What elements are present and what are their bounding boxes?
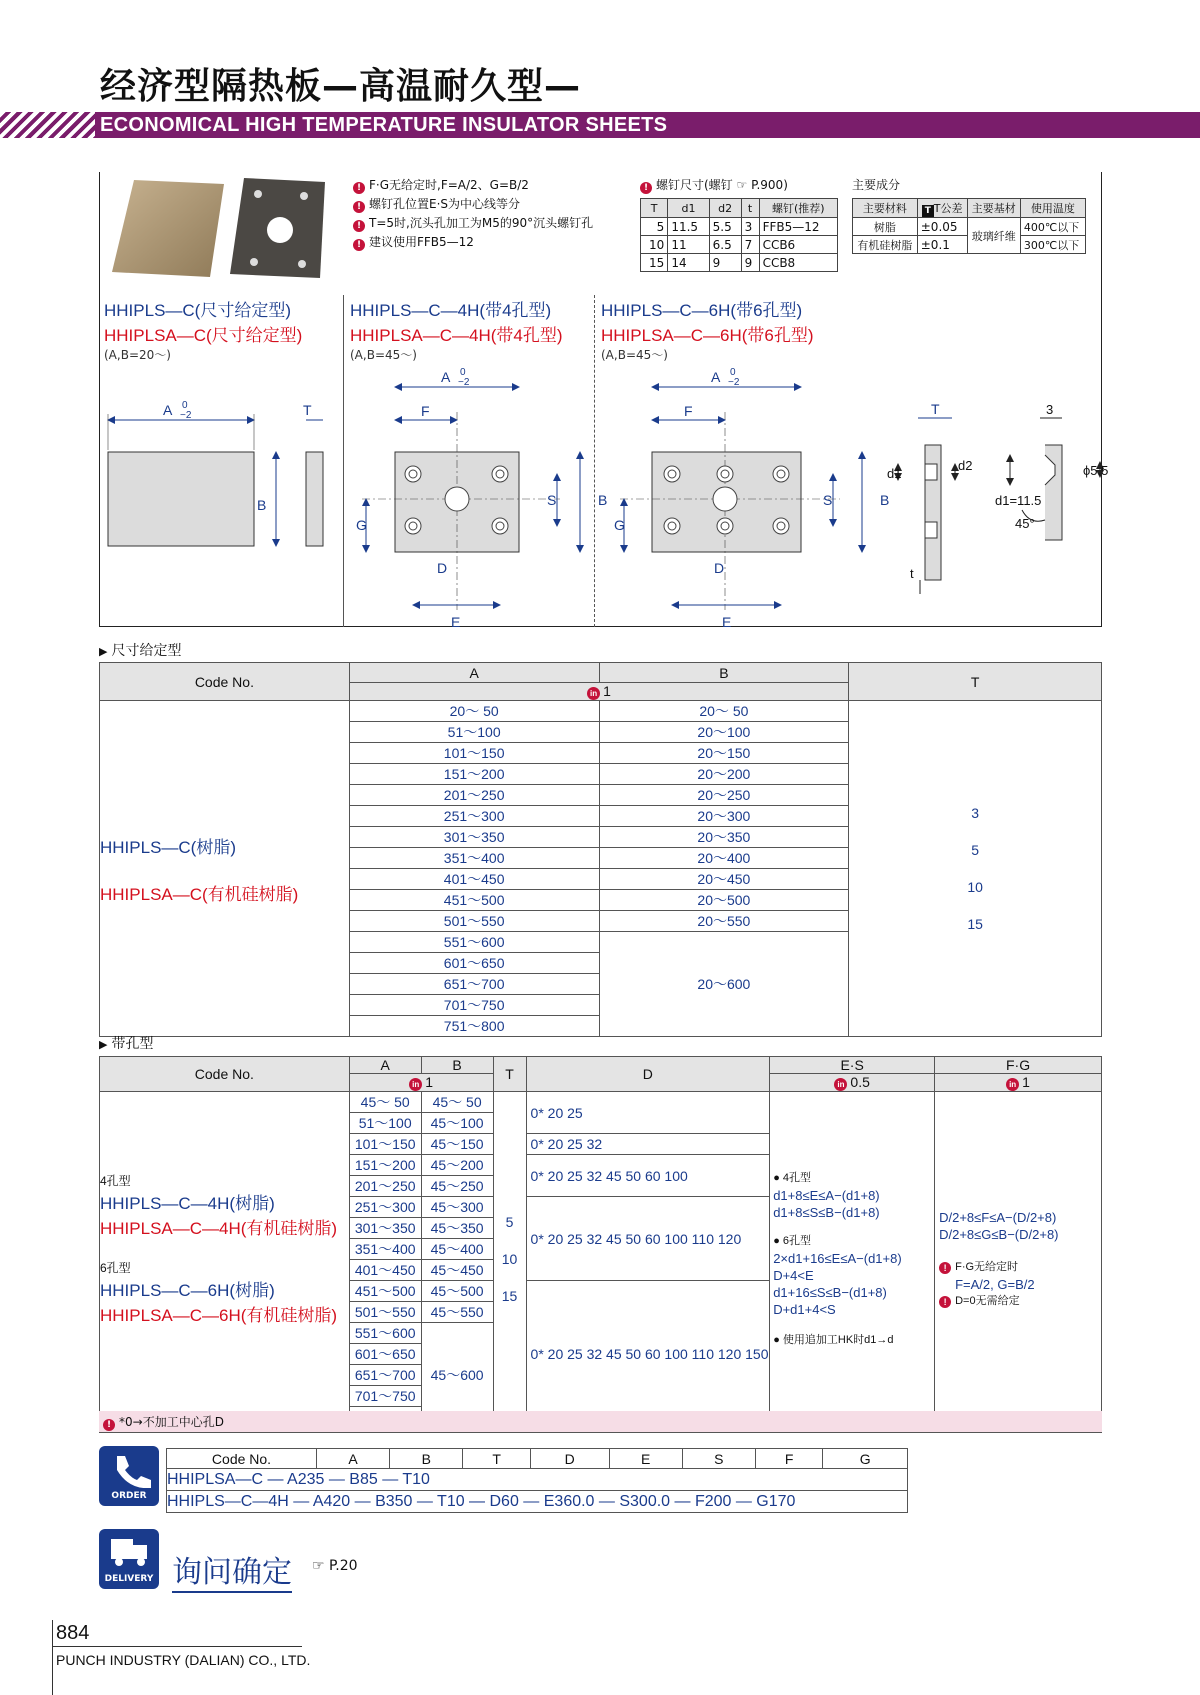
- t-cell: 5 10 15: [493, 1092, 526, 1428]
- td: 5.5: [709, 218, 741, 236]
- th: 主要基材: [967, 199, 1020, 218]
- th-a: A: [349, 1057, 421, 1074]
- note-bullet-icon: !: [640, 182, 652, 194]
- b-range: 20～ 50: [599, 701, 849, 722]
- page-subtitle-en: ECONOMICAL HIGH TEMPERATURE INSULATOR SHEETS: [100, 114, 668, 136]
- note-item: ! 建议使用FFB5—12: [353, 233, 643, 252]
- order-h: Code No.: [167, 1449, 317, 1469]
- svg-text:t: t: [910, 566, 914, 581]
- code-4-resin: HHIPLS—C—4H(树脂): [100, 1194, 275, 1213]
- svg-text:T: T: [931, 401, 940, 417]
- a-range: 251～300: [349, 1197, 421, 1218]
- svg-text:B: B: [257, 497, 267, 513]
- order-icon: [99, 1446, 159, 1506]
- b-range: 45～150: [421, 1134, 493, 1155]
- svg-text:T: T: [303, 402, 312, 418]
- td: CCB6: [759, 236, 837, 254]
- b-range: 20～400: [599, 848, 849, 869]
- order-h: D: [530, 1449, 609, 1469]
- a-range: 351～400: [349, 1239, 421, 1260]
- svg-text:D: D: [714, 560, 725, 576]
- code-cell: [100, 701, 350, 1037]
- svg-text:0: 0: [730, 367, 736, 378]
- a-range: 20～ 50: [349, 701, 599, 722]
- td: 400℃以下: [1020, 218, 1085, 236]
- b-range: 20～300: [599, 806, 849, 827]
- td: ±0.05: [917, 218, 967, 236]
- footer-line: [52, 1620, 53, 1695]
- b-range: 20～350: [599, 827, 849, 848]
- tolerance-unit-icon: in: [409, 1078, 422, 1091]
- td: 15: [641, 254, 668, 272]
- tolerance-unit-icon: in: [587, 687, 600, 700]
- dim-label-a: A: [163, 402, 173, 418]
- svg-text:0: 0: [182, 400, 188, 411]
- svg-text:A: A: [711, 369, 721, 385]
- a-range: 651～700: [349, 974, 599, 995]
- svg-text:ϕ5.5: ϕ5.5: [1083, 463, 1109, 478]
- note-bullet-icon: !: [939, 1296, 951, 1308]
- b-range: 45～300: [421, 1197, 493, 1218]
- svg-text:3: 3: [1046, 402, 1054, 417]
- svg-text:E: E: [451, 614, 461, 630]
- a-range: 751～800: [349, 1016, 599, 1037]
- delivery-page-ref: ☞ P.20: [312, 1558, 358, 1574]
- b-range: 20～500: [599, 890, 849, 911]
- b-range: 20～450: [599, 869, 849, 890]
- type-code-silicone: HHIPLSA—C(尺寸给定型): [104, 326, 303, 345]
- svg-text:G: G: [356, 517, 367, 533]
- a-range: 101～150: [349, 743, 599, 764]
- a-range: 601～650: [349, 953, 599, 974]
- type-range: (A,B=45～): [350, 348, 417, 362]
- tolerance-unit-icon: in: [1006, 1078, 1019, 1091]
- svg-text:F: F: [421, 403, 430, 419]
- td: 10: [641, 236, 668, 254]
- a-range: 701～750: [349, 1386, 421, 1407]
- th: d2: [709, 199, 741, 218]
- footnote-bar: ! *0→不加工中心孔D: [99, 1411, 1102, 1433]
- svg-text:G: G: [614, 517, 625, 533]
- b-range: 45～ 50: [421, 1092, 493, 1113]
- with-holes-table: [99, 1056, 1102, 1428]
- b-range: 45～450: [421, 1260, 493, 1281]
- section-title-size-specified: ▶ 尺寸给定型: [99, 640, 181, 660]
- code-resin: HHIPLS—C(树脂): [100, 837, 237, 857]
- delivery-text: 询问确定: [172, 1547, 292, 1593]
- b-range: 45～100: [421, 1113, 493, 1134]
- order-h: E: [609, 1449, 682, 1469]
- section-title-with-holes: ▶ 带孔型: [99, 1033, 153, 1053]
- order-h: A: [317, 1449, 390, 1469]
- b-range: 45～550: [421, 1302, 493, 1323]
- a-range: 451～500: [349, 1281, 421, 1302]
- th: T: [641, 199, 668, 218]
- td: 14: [668, 254, 709, 272]
- a-range: 551～600: [349, 932, 599, 953]
- note-bullet-icon: !: [103, 1419, 115, 1431]
- a-range: 51～100: [349, 722, 599, 743]
- th-unit: in 0.5: [770, 1074, 935, 1092]
- svg-text:S: S: [547, 492, 557, 508]
- th-t: T: [849, 663, 1102, 701]
- code-silicone: HHIPLSA—C(有机硅树脂): [100, 884, 299, 904]
- th-t: T: [493, 1057, 526, 1092]
- a-range: 651～700: [349, 1365, 421, 1386]
- d-values: 0* 20 25 32 45 50 60 100 110 120 150: [526, 1281, 770, 1428]
- th: 螺钉(推荐): [759, 199, 837, 218]
- svg-text:0: 0: [460, 367, 466, 378]
- order-example-table: [166, 1448, 908, 1513]
- code-6-hole: 6孔型: [100, 1261, 131, 1275]
- a-range: 701～750: [349, 995, 599, 1016]
- a-range: 101～150: [349, 1134, 421, 1155]
- td: 树脂: [853, 218, 918, 236]
- footer-rule: [52, 1646, 302, 1647]
- note-item: ! 螺钉孔位置E·S为中心线等分: [353, 195, 643, 214]
- a-range: 451～500: [349, 890, 599, 911]
- a-range: 501～550: [349, 1302, 421, 1323]
- b-range: 45～200: [421, 1155, 493, 1176]
- b-range: 20～250: [599, 785, 849, 806]
- b-range: 45～350: [421, 1218, 493, 1239]
- code-4-hole: 4孔型: [100, 1174, 131, 1188]
- code-6-resin: HHIPLS—C—6H(树脂): [100, 1281, 275, 1300]
- th-unit: in 1: [935, 1074, 1102, 1092]
- page-title: 经济型隔热板—高温耐久型—: [100, 66, 582, 107]
- a-range: 151～200: [349, 1155, 421, 1176]
- td: 3: [741, 218, 759, 236]
- a-range: 51～100: [349, 1113, 421, 1134]
- dimension-drawings: [0, 0, 1200, 640]
- a-range: 151～200: [349, 764, 599, 785]
- company-name: PUNCH INDUSTRY (DALIAN) CO., LTD.: [56, 1652, 311, 1668]
- a-range: 251～300: [349, 806, 599, 827]
- delivery-icon: [99, 1529, 159, 1589]
- td: 玻璃纤维: [967, 218, 1020, 254]
- th-unit: in 1: [349, 683, 848, 701]
- th-b: B: [421, 1057, 493, 1074]
- order-h: S: [682, 1449, 755, 1469]
- order-h: T: [463, 1449, 531, 1469]
- b-range: 20～100: [599, 722, 849, 743]
- td: 6.5: [709, 236, 741, 254]
- type-code-silicone: HHIPLSA—C—4H(带4孔型): [350, 326, 563, 345]
- th-d: D: [526, 1057, 770, 1092]
- d-values: 0* 20 25 32 45 50 60 100: [526, 1155, 770, 1197]
- b-range: 20～600: [599, 932, 849, 1037]
- a-range: 551～600: [349, 1323, 421, 1344]
- material-title: 主要成分: [852, 178, 901, 192]
- svg-text:d2: d2: [958, 458, 973, 473]
- th-fg: F·G: [935, 1057, 1102, 1074]
- code-4-silicone: HHIPLSA—C—4H(有机硅树脂): [100, 1219, 338, 1238]
- order-h: F: [755, 1449, 823, 1469]
- note-bullet-icon: !: [353, 239, 365, 251]
- order-label: ORDER: [111, 1491, 147, 1501]
- svg-text:d1=11.5: d1=11.5: [995, 493, 1042, 508]
- type-code-resin: HHIPLS—C(尺寸给定型): [104, 301, 292, 320]
- td: 7: [741, 236, 759, 254]
- td: 9: [741, 254, 759, 272]
- type-code-resin: HHIPLS—C—4H(带4孔型): [350, 301, 552, 320]
- svg-text:d1: d1: [887, 466, 902, 481]
- a-range: 301～350: [349, 1218, 421, 1239]
- order-h: G: [823, 1449, 908, 1469]
- d-values: 0* 20 25 32: [526, 1134, 770, 1155]
- t-tolerance-icon: T: [922, 205, 934, 217]
- svg-text:B: B: [880, 492, 890, 508]
- a-range: 501～550: [349, 911, 599, 932]
- note-bullet-icon: !: [939, 1262, 951, 1274]
- a-range: 45～ 50: [349, 1092, 421, 1113]
- td: 9: [709, 254, 741, 272]
- svg-text:A: A: [441, 369, 451, 385]
- a-range: 601～650: [349, 1344, 421, 1365]
- note-item: ! F·G无给定时,F=A/2、G=B/2: [353, 176, 643, 195]
- th-es: E·S: [770, 1057, 935, 1074]
- d-values: 0* 20 25: [526, 1092, 770, 1134]
- delivery-label: DELIVERY: [104, 1574, 154, 1584]
- screw-size-title: ! 螺钉尺寸(螺钉 ☞ P.900): [640, 176, 788, 195]
- note-bullet-icon: !: [353, 182, 365, 194]
- size-specified-table: [99, 662, 1102, 1037]
- a-range: 401～450: [349, 869, 599, 890]
- td: CCB8: [759, 254, 837, 272]
- type-code-silicone: HHIPLSA—C—6H(带6孔型): [601, 326, 814, 345]
- note-bullet-icon: !: [353, 201, 365, 213]
- td: ±0.1: [917, 236, 967, 254]
- order-h: B: [390, 1449, 463, 1469]
- td: 11.5: [668, 218, 709, 236]
- svg-text:−2: −2: [728, 377, 740, 388]
- svg-text:−2: −2: [180, 410, 192, 421]
- page-ref-icon: ☞: [312, 1558, 325, 1574]
- type-code-resin: HHIPLS—C—6H(带6孔型): [601, 301, 803, 320]
- b-range: 20～550: [599, 911, 849, 932]
- th: 使用温度: [1020, 199, 1085, 218]
- th: 主要材料: [853, 199, 918, 218]
- b-range: 20～150: [599, 743, 849, 764]
- svg-text:E: E: [722, 614, 732, 630]
- th-b: B: [599, 663, 849, 683]
- th: t: [741, 199, 759, 218]
- code-cell: [100, 1092, 350, 1428]
- th-code: Code No.: [100, 663, 350, 701]
- a-range: 301～350: [349, 827, 599, 848]
- b-range: 45～250: [421, 1176, 493, 1197]
- svg-text:F: F: [684, 403, 693, 419]
- b-range: 45～600: [421, 1323, 493, 1428]
- fg-cell: D/2+8≤F≤A−(D/2+8) D/2+8≤G≤B−(D/2+8) ! F·G无给定时 F=A/2, G=B/2 ! D=0无需给定: [935, 1092, 1102, 1428]
- th-code: Code No.: [100, 1057, 350, 1092]
- tolerance-unit-icon: in: [834, 1078, 847, 1091]
- d-values: 0* 20 25 32 45 50 60 100 110 120: [526, 1197, 770, 1281]
- type-range: (A,B=20～): [104, 348, 171, 362]
- svg-text:S: S: [823, 492, 833, 508]
- page-ref-icon: ☞: [736, 178, 748, 192]
- svg-text:45°: 45°: [1015, 516, 1035, 531]
- td: 300℃以下: [1020, 236, 1085, 254]
- th: d1: [668, 199, 709, 218]
- b-range: 20～200: [599, 764, 849, 785]
- a-range: 201～250: [349, 1176, 421, 1197]
- td: 5: [641, 218, 668, 236]
- a-range: 201～250: [349, 785, 599, 806]
- a-range: 401～450: [349, 1260, 421, 1281]
- a-range: 351～400: [349, 848, 599, 869]
- b-range: 45～400: [421, 1239, 493, 1260]
- t-cell: 3 5 10 15: [849, 701, 1102, 1037]
- td: FFB5—12: [759, 218, 837, 236]
- th: T T公差: [917, 199, 967, 218]
- b-range: 45～500: [421, 1281, 493, 1302]
- es-cell: ● 4孔型 d1+8≤E≤A−(d1+8) d1+8≤S≤B−(d1+8) ● 6孔型 2×d1+16≤E≤A−(d1+8) D+4<E d1+16≤S≤B−(d1+8) D+d1+4<S ● 使用追加工HK时d1→d: [770, 1092, 935, 1428]
- th-unit: in 1: [349, 1074, 493, 1092]
- order-row: HHIPLSA—C — A235 — B85 — T10: [167, 1469, 908, 1491]
- th-a: A: [349, 663, 599, 683]
- note-bullet-icon: !: [353, 220, 365, 232]
- svg-text:D: D: [437, 560, 448, 576]
- svg-text:B: B: [598, 492, 608, 508]
- order-row: HHIPLS—C—4H — A420 — B350 — T10 — D60 — E360.0 — S300.0 — F200 — G170: [167, 1491, 908, 1513]
- code-6-silicone: HHIPLSA—C—6H(有机硅树脂): [100, 1306, 338, 1325]
- td: 有机硅树脂: [853, 236, 918, 254]
- page-number: 884: [56, 1622, 90, 1644]
- type-range: (A,B=45～): [601, 348, 668, 362]
- td: 11: [668, 236, 709, 254]
- svg-text:−2: −2: [458, 377, 470, 388]
- note-item: ! T=5时,沉头孔加工为M5的90°沉头螺钉孔: [353, 214, 643, 233]
